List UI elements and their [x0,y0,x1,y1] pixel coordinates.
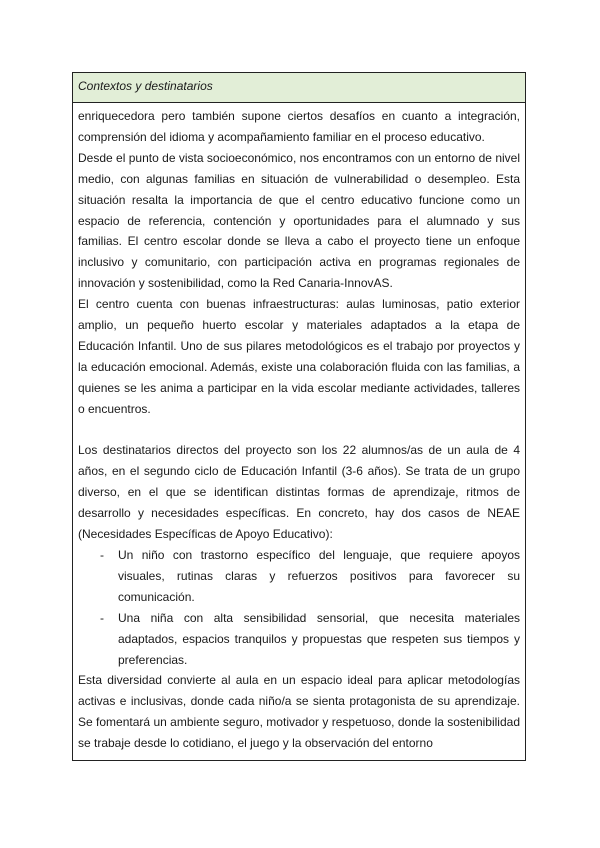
list-item-text: Un niño con trastorno específico del lenguaje, que requiere apoyos visuales, rutinas claras y refuerzos positivos para favorecer su comunicación. [118,548,520,604]
content-table [72,72,526,761]
list-bullet: - [100,610,104,625]
list-item-text: Una niña con alta sensibilidad sensorial, que necesita materiales adaptados, espacios tranquilos y propuestas que respeten sus tiempos y preferencias. [118,610,520,667]
neae-list [78,545,520,670]
paragraph-intro-continuation: enriquecedora pero también supone ciertos desafíos en cuanto a integración, comprensión del idioma y acompañamiento familiar en el proceso educativo. [78,109,520,144]
section-title: Contextos y destinatarios [78,79,213,93]
paragraph-diversity: Esta diversidad convierte al aula en un espacio ideal para aplicar metodologías activas e inclusivas, donde cada niño/a se sienta protagonista de su aprendizaje. Se fomentará un ambiente seguro, motivador y respetuoso, donde la sostenibilidad se trabaje desde lo cotidiano, el juego y la observación del entorno [78,673,520,751]
section-body [73,103,525,754]
section-header [73,73,525,103]
list-bullet: - [100,548,104,563]
paragraph-socioeconomic: Desde el punto de vista socioeconómico, nos encontramos con un entorno de nivel medio, con algunas familias en situación de vulnerabilidad o desempleo. Esta situación resalta la importancia de que el centro educativo funcione como un espacio de referencia, contención y oportunidades para el alumnado y sus familias. El centro escolar donde se lleva a cabo el proyecto tiene un enfoque inclusivo y comunitario, con participación activa en programas regionales de innovación y sostenibilidad, como la Red Canaria-InnovAS. [78,150,520,291]
list-item [100,608,520,671]
list-item [100,545,520,608]
paragraph-infrastructure: El centro cuenta con buenas infraestructuras: aulas luminosas, patio exterior amplio, un pequeño huerto escolar y materiales adaptados a la etapa de Educación Infantil. Uno de sus pilares metodológicos es el trabajo por proyectos y la educación emocional. Además, existe una colaboración fluida con las familias, a quienes se les anima a participar en la vida escolar mediante actividades, talleres o encuentros. [78,297,520,416]
paragraph-recipients: Los destinatarios directos del proyecto son los 22 alumnos/as de un aula de 4 años, en el segundo ciclo de Educación Infantil (3-6 años). Se trata de un grupo diverso, en el que se identifican distintas formas de aprendizaje, ritmos de desarrollo y necesidades específicas. En concreto, hay dos casos de NEAE (Necesidades Específicas de Apoyo Educativo): [78,443,520,542]
blank-line [78,420,520,441]
